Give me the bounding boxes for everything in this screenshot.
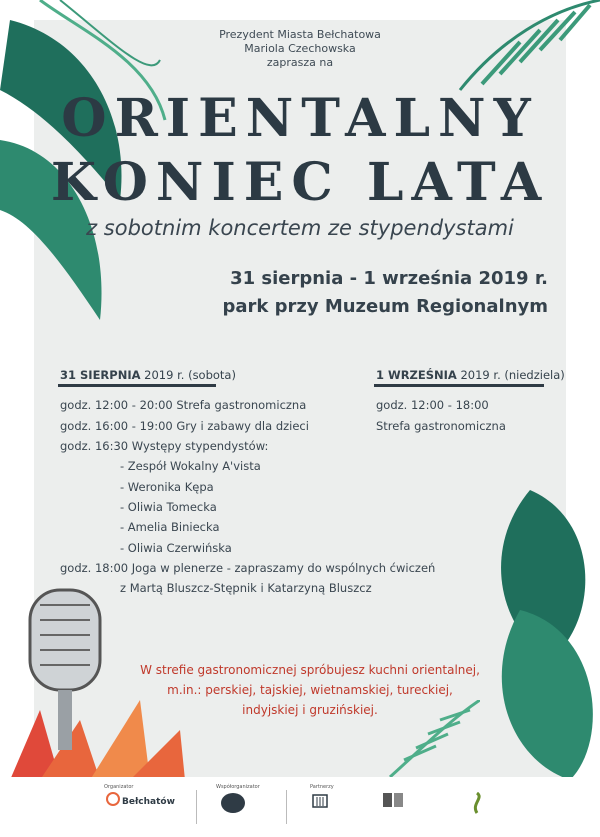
cuisine-note bbox=[140, 660, 480, 720]
schedule-item: godz. 12:00 - 20:00 Strefa gastronomiczna bbox=[60, 398, 307, 412]
intro-line-1: Prezydent Miasta Bełchatowa bbox=[219, 28, 381, 41]
sunday-heading bbox=[376, 368, 565, 382]
schedule-item: godz. 16:00 - 19:00 Gry i zabawy dla dzieci bbox=[60, 419, 309, 433]
yoga-instructors: z Martą Bluszcz-Stępnik i Katarzyną Bluszcz bbox=[120, 581, 372, 595]
title-line-1: ORIENTALNY bbox=[61, 88, 539, 149]
sunday-zone: Strefa gastronomiczna bbox=[376, 419, 506, 433]
monstera-leaf-bottom-right-icon bbox=[460, 480, 600, 780]
footer-divider bbox=[196, 790, 197, 824]
partners-label: Partnerzy bbox=[310, 784, 334, 790]
sunday-rule bbox=[374, 384, 544, 387]
performer-item: - Zespół Wokalny A'vista bbox=[120, 459, 261, 473]
sunday-heading-date: 1 WRZEŚNIA bbox=[376, 368, 457, 382]
performer-item: - Weronika Kępa bbox=[120, 480, 214, 494]
intro-line-2: Mariola Czechowska bbox=[244, 42, 356, 55]
saturday-heading-rest: 2019 r. (sobota) bbox=[144, 368, 236, 382]
partner-logo-icon bbox=[382, 792, 404, 808]
cuisine-note-line-2: m.in.: perskiej, tajskiej, wietnamskiej, tureckiej, bbox=[167, 683, 453, 697]
cuisine-note-line-1: W strefie gastronomicznej spróbujesz kuchni orientalnej, bbox=[140, 663, 480, 677]
footer-divider bbox=[286, 790, 287, 824]
schedule-item: godz. 16:30 Występy stypendystów: bbox=[60, 439, 269, 453]
saturday-heading-date: 31 SIERPNIA bbox=[60, 368, 141, 382]
museum-logo-icon bbox=[312, 792, 328, 808]
organizer-label: Organizator bbox=[104, 784, 134, 790]
performer-item: - Oliwia Czerwińska bbox=[120, 541, 232, 555]
intro-line-3: zaprasza na bbox=[266, 56, 334, 69]
event-place: park przy Muzeum Regionalnym bbox=[222, 296, 548, 317]
cuisine-note-line-3: indyjskiej i gruzińskiej. bbox=[242, 703, 378, 717]
title-line-2: KONIEC LATA bbox=[50, 152, 550, 213]
sponsor-footer bbox=[0, 777, 600, 837]
organizer-name: Bełchatów bbox=[122, 797, 175, 807]
saturday-rule bbox=[58, 384, 216, 387]
yoga-item: godz. 18:00 Joga w plenerze - zapraszamy do wspólnych ćwiczeń bbox=[60, 561, 436, 575]
belchatow-logo-icon bbox=[106, 792, 120, 806]
saturday-heading bbox=[60, 368, 236, 382]
subtitle: z sobotnim koncertem ze stypendystami bbox=[86, 216, 514, 240]
performer-item: - Amelia Biniecka bbox=[120, 520, 220, 534]
microphone-icon bbox=[20, 585, 115, 755]
performer-item: - Oliwia Tomecka bbox=[120, 500, 217, 514]
partner-logo-2-icon bbox=[470, 792, 484, 814]
coorganizer-logo-icon bbox=[220, 792, 246, 814]
coorganizer-label: Współorganizator bbox=[216, 784, 260, 790]
sunday-heading-rest: 2019 r. (niedziela) bbox=[460, 368, 565, 382]
sunday-time: godz. 12:00 - 18:00 bbox=[376, 398, 489, 412]
event-dates: 31 sierpnia - 1 września 2019 r. bbox=[230, 268, 548, 289]
